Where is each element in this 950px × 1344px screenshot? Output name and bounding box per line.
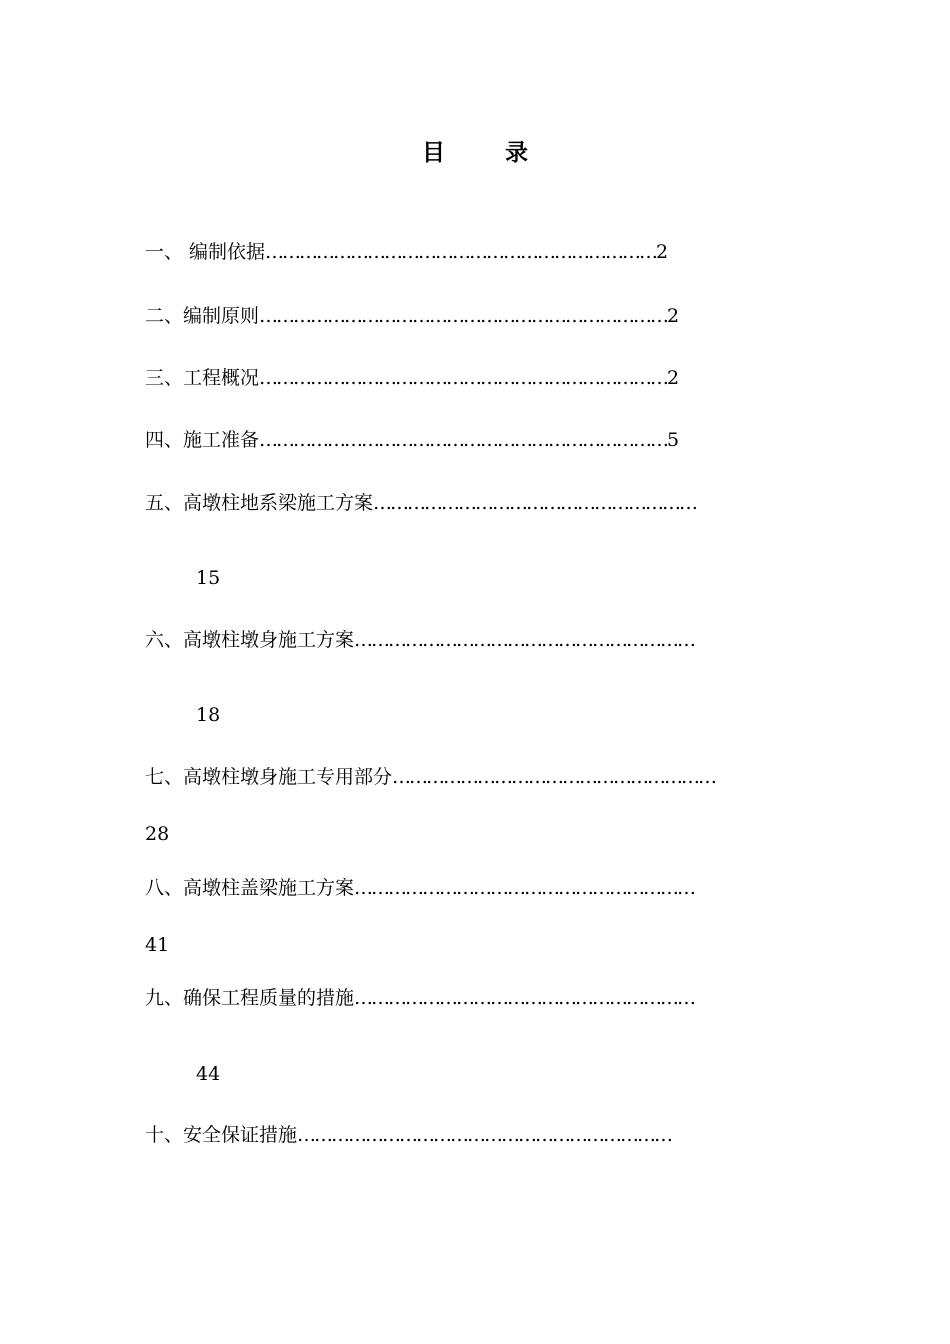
toc-label: 一、 编制依据: [145, 241, 266, 263]
toc-entry-4[interactable]: [145, 428, 679, 452]
toc-page: 5: [667, 429, 680, 451]
toc-entry-5[interactable]: [145, 491, 696, 515]
toc-entry-10[interactable]: [145, 1123, 671, 1147]
toc-leader: ……………………………………………………: [354, 629, 695, 651]
toc-label: 四、施工准备: [145, 429, 260, 451]
toc-entry-3[interactable]: [145, 366, 679, 390]
toc-leader: …………………………………………………: [373, 492, 697, 514]
toc-entry-2[interactable]: [145, 304, 679, 328]
toc-leader: ……………………………………………………: [354, 987, 695, 1009]
toc-entry-8[interactable]: [145, 876, 694, 900]
toc-label: 二、编制原则: [145, 305, 260, 327]
toc-page: 44: [196, 1063, 221, 1085]
toc-leader: ………………………………………………………………: [259, 367, 668, 389]
toc-page: 28: [145, 823, 170, 845]
toc-leader: …………………………………………………: [392, 766, 716, 788]
toc-label: 五、高墩柱地系梁施工方案: [145, 492, 374, 514]
toc-leader: ……………………………………………………: [354, 877, 695, 899]
toc-page: 18: [196, 704, 221, 726]
toc-label: 十、安全保证措施: [145, 1124, 298, 1146]
toc-page: 15: [196, 567, 221, 589]
toc-leader: ………………………………………………………………: [259, 429, 668, 451]
toc-entry-9[interactable]: [145, 986, 694, 1010]
toc-label: 八、高墩柱盖梁施工方案: [145, 877, 355, 899]
toc-page: 2: [656, 241, 669, 263]
toc-entry-1[interactable]: [145, 240, 668, 264]
toc-label: 九、确保工程质量的措施: [145, 987, 355, 1009]
toc-entry-6[interactable]: [145, 628, 694, 652]
toc-page: 2: [667, 305, 680, 327]
toc-page: 2: [667, 367, 680, 389]
toc-page: 41: [145, 934, 170, 956]
toc-entry-7[interactable]: [145, 765, 715, 789]
toc-label: 六、高墩柱墩身施工方案: [145, 629, 355, 651]
toc-leader: ………………………………………………………………: [259, 305, 668, 327]
toc-leader: ……………………………………………………………: [265, 241, 657, 263]
toc-label: 三、工程概况: [145, 367, 260, 389]
toc-label: 七、高墩柱墩身施工专用部分: [145, 766, 393, 788]
page-title: 目 录: [421, 140, 554, 166]
toc-leader: …………………………………………………………: [297, 1124, 672, 1146]
